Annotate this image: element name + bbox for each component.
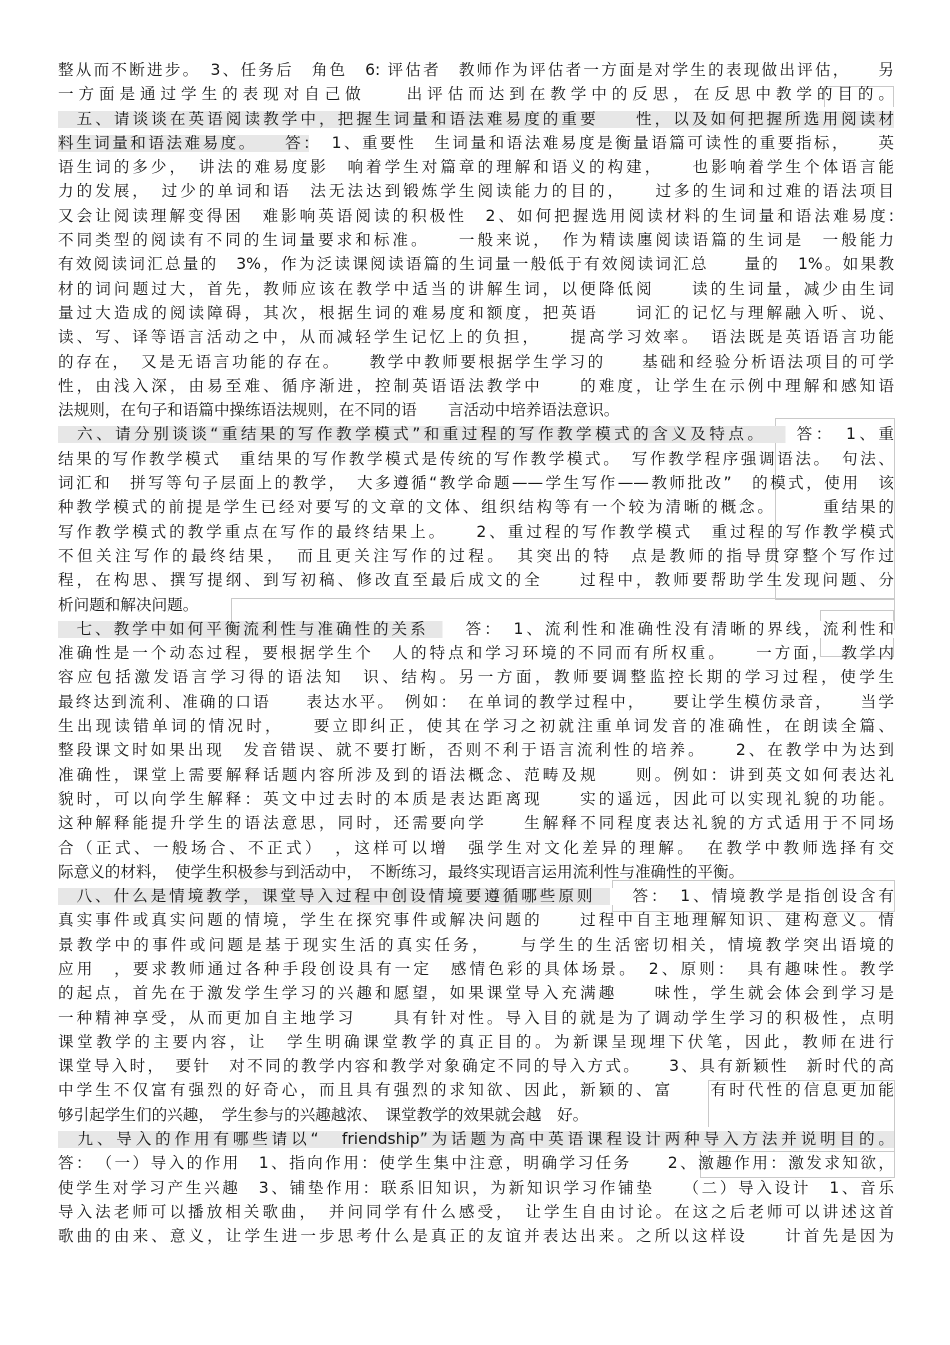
text-line: 有效阅读词汇总量的 3%，作为泛读课阅读语篇的生词量一般低于有效阅读词汇总 量的 1%。如果教 bbox=[58, 255, 894, 274]
text-line: 歌曲的由来、意义，让学生进一步思考什么是真正的友谊并表达出来。之所以这样设 计首先是因为 bbox=[58, 1227, 894, 1246]
text-line: 真实事件或真实问题的情境，学生在探究事件或解决问题的 过程中自主地理解知识、建构意义。情 bbox=[58, 911, 894, 930]
question-heading: 八、什么是情境教学，课堂导入过程中创设情境要遵循哪些原则 答： 1、情境教学是指创设含有 bbox=[58, 884, 894, 908]
text-line: 又会让阅读理解变得困 难影响英语阅读的积极性 2、如何把握选用阅读材料的生词量和语法难易度: bbox=[58, 206, 894, 225]
text-line: 准确性，课堂上需要解释话题内容所涉及到的语法概念、范畴及规 则。例如：讲到英文如何表达礼 bbox=[58, 765, 894, 784]
text-line: 整从而不断进步。 3、任务后 角色 6: 评估者 教师作为评估者一方面是对学生的表现做出评估， 另 bbox=[58, 61, 894, 79]
text-line: 不但关注写作的最终结果， 而且更关注写作的过程。 其突出的特 点是教师的指导贯穿整个写作过 bbox=[58, 546, 894, 565]
text-line: 使学生对学习产生兴趣 3、铺垫作用：联系旧知识，为新知识学习作铺垫 （二）导入设计 1、音乐 bbox=[58, 1178, 894, 1197]
text-line: 析问题和解决问题。 bbox=[58, 595, 199, 614]
text-line: 课堂导入时， 要针 对不同的教学内容和教学对象确定不同的导入方式。 3、具有新颖性 新时代的高 bbox=[58, 1057, 894, 1076]
question-heading: 五、请谈谈在英语阅读教学中，把握生词量和语法难易度的重要 性，以及如何把握所选用阅读材 bbox=[58, 107, 894, 131]
text-line: 生出现读错单词的情况时， 要立即纠正，使其在学习之初就注重单词发音的准确性，在朗读全篇、 bbox=[58, 717, 894, 736]
question-heading: 料生词量和语法难易度。 答： 1、重要性 生词量和语法难易度是衡量语篇可读性的重要指标， 英 bbox=[58, 131, 894, 155]
text-line: 写作教学模式的教学重点在写作的最终结果上。 2、重过程的写作教学模式 重过程的写作教学模式 bbox=[58, 522, 894, 541]
text-line: 法规则，在句子和语篇中操练语法规则，在不同的语 言活动中培养语法意识。 bbox=[58, 401, 620, 420]
text-line: 整段课文时如果出现 发音错误、就不要打断，否则不利于语言流利性的培养。 2、在教学中为达到 bbox=[58, 741, 894, 760]
question-heading: 六、请分别谈谈“重结果的写作教学模式”和重过程的写作教学模式的含义及特点。 答： 1、重 bbox=[58, 422, 894, 446]
text-line: 导入法老师可以播放相关歌曲， 并问同学有什么感受， 让学生自由讨论。在这之后老师可以讲述这首 bbox=[58, 1202, 894, 1221]
text-line: 最终达到流利、准确的口语 表达水平。 例如： 在单词的教学过程中， 要让学生模仿录音， 当学 bbox=[58, 692, 894, 711]
text-line: 课堂教学的主要内容，让 学生明确课堂教学的真正目的。为新课呈现埋下伏笔，因此，教师在进行 bbox=[58, 1032, 894, 1051]
question-heading: 七、教学中如何平衡流利性与准确性的关系 答： 1、流利性和准确性没有清晰的界线，流利性和 bbox=[58, 617, 894, 641]
text-line: 够引起学生们的兴趣， 学生参与的兴趣越浓、 课堂教学的效果就会越 好。 bbox=[58, 1105, 589, 1124]
text-line: 际意义的材料， 使学生积极参与到活动中， 不断练习，最终实现语言运用流利性与准确性的平衡。 bbox=[58, 862, 745, 881]
text-line: 性，由浅入深，由易至难、循序渐进，控制英语语法教学中 的难度，让学生在示例中理解和感知语 bbox=[58, 376, 894, 395]
text-line: 读、写、译等语言活动之中，从而减轻学生记忆上的负担， 提高学习效率。 语法既是英语语言功能 bbox=[58, 328, 894, 347]
text-line: 一种精神享受，从而更加自主地学习 具有针对性。导入目的就是为了调动学生学习的积极性，点明 bbox=[58, 1008, 894, 1027]
text-line: 量过大造成的阅读障碍，其次，根据生词的难易度和额度，把英语 词汇的记忆与理解融入听、说、 bbox=[58, 303, 894, 322]
text-line: 语生词的多少， 讲法的难易度影 响着学生对篇章的理解和语义的构建， 也影响着学生个体语言能 bbox=[58, 158, 894, 177]
text-line: 中学生不仅富有强烈的好奇心，而且具有强烈的求知欲、因此，新颖的、富 有时代性的信息更加能 bbox=[58, 1081, 894, 1100]
text-line: 结果的写作教学模式 重结果的写作教学模式是传统的写作教学模式。 写作教学程序强调语法。 句法、 bbox=[58, 449, 894, 468]
text-line: 一方面是通过学生的表现对自己做 出评估而达到在教学中的反思，在反思中教学的目的。 bbox=[58, 85, 894, 104]
text-line: 容应包括激发语言学习得的语法知 识、结构。另一方面，教师要调整监控长期的学习过程，使学生 bbox=[58, 668, 894, 687]
text-line: 合（正式、一般场合、不正式） ，这样可以增 强学生对文化差异的理解。 在教学中教师选择有交 bbox=[58, 838, 894, 857]
text-line: 的存在， 又是无语言功能的存在。 教学中教师要根据学生学习的 基础和经验分析语法项目的可学 bbox=[58, 352, 894, 371]
text-line: 种教学模式的前提是学生已经对要写的文章的文体、组织结构等有一个较为清晰的概念。 重结果的 bbox=[58, 498, 894, 517]
text-line: 的起点，首先在于激发学生学习的兴趣和愿望，如果课堂导入充满趣 味性，学生就会体会到学习是 bbox=[58, 984, 894, 1003]
text-line: 景教学中的事件或问题是基于现实生活的真实任务， 与学生的生活密切相关，情境教学突出语境的 bbox=[58, 935, 894, 954]
text-line: 这种解释能提升学生的语法意思，同时，还需要向学 生解释不同程度表达礼貌的方式适用于不同场 bbox=[58, 814, 894, 833]
body-text bbox=[58, 58, 894, 1249]
text-line: 貌时，可以向学生解释：英文中过去时的本质是表达距离现 实的遥远，因此可以实现礼貌的功能。 bbox=[58, 789, 894, 808]
text-line: 程，在构思、撰写提纲、到写初稿、修改直至最后成文的全 过程中，教师要帮助学生发现问题、分 bbox=[58, 571, 894, 590]
text-line: 准确性是一个动态过程，要根据学生个 人的特点和学习环境的不同而有所权重。 一方面， 教学内 bbox=[58, 644, 894, 663]
text-line: 不同类型的阅读有不同的生词量要求和标准。 一般来说， 作为精读廛阅读语篇的生词是 一般能力 bbox=[58, 231, 894, 250]
question-heading: 九、导入的作用有哪些请以“ friendship”为话题为高中英语课程设计两种导入方法并说明目的。 bbox=[58, 1127, 894, 1151]
text-line: 材的词问题过大，首先，教师应该在教学中适当的讲解生词，以便降低阅 读的生词量，减少由生词 bbox=[58, 279, 894, 298]
text-line: 词汇和 拼写等句子层面上的教学， 大多遵循“教学命题——学生写作——教师批改” 的模式，使用 该 bbox=[58, 474, 894, 493]
text-line: 应用 ，要求教师通过各种手段创设具有一定 感情色彩的具体场景。 2、原则： 具有趣味性。教学 bbox=[58, 959, 894, 978]
text-line: 力的发展， 过少的单词和语 法无法达到锻炼学生阅读能力的目的， 过多的生词和过难的语法项目 bbox=[58, 182, 894, 201]
text-line: 答： （一）导入的作用 1、指向作用：使学生集中注意，明确学习任务 2、激趣作用：激发求知欲， bbox=[58, 1154, 894, 1173]
